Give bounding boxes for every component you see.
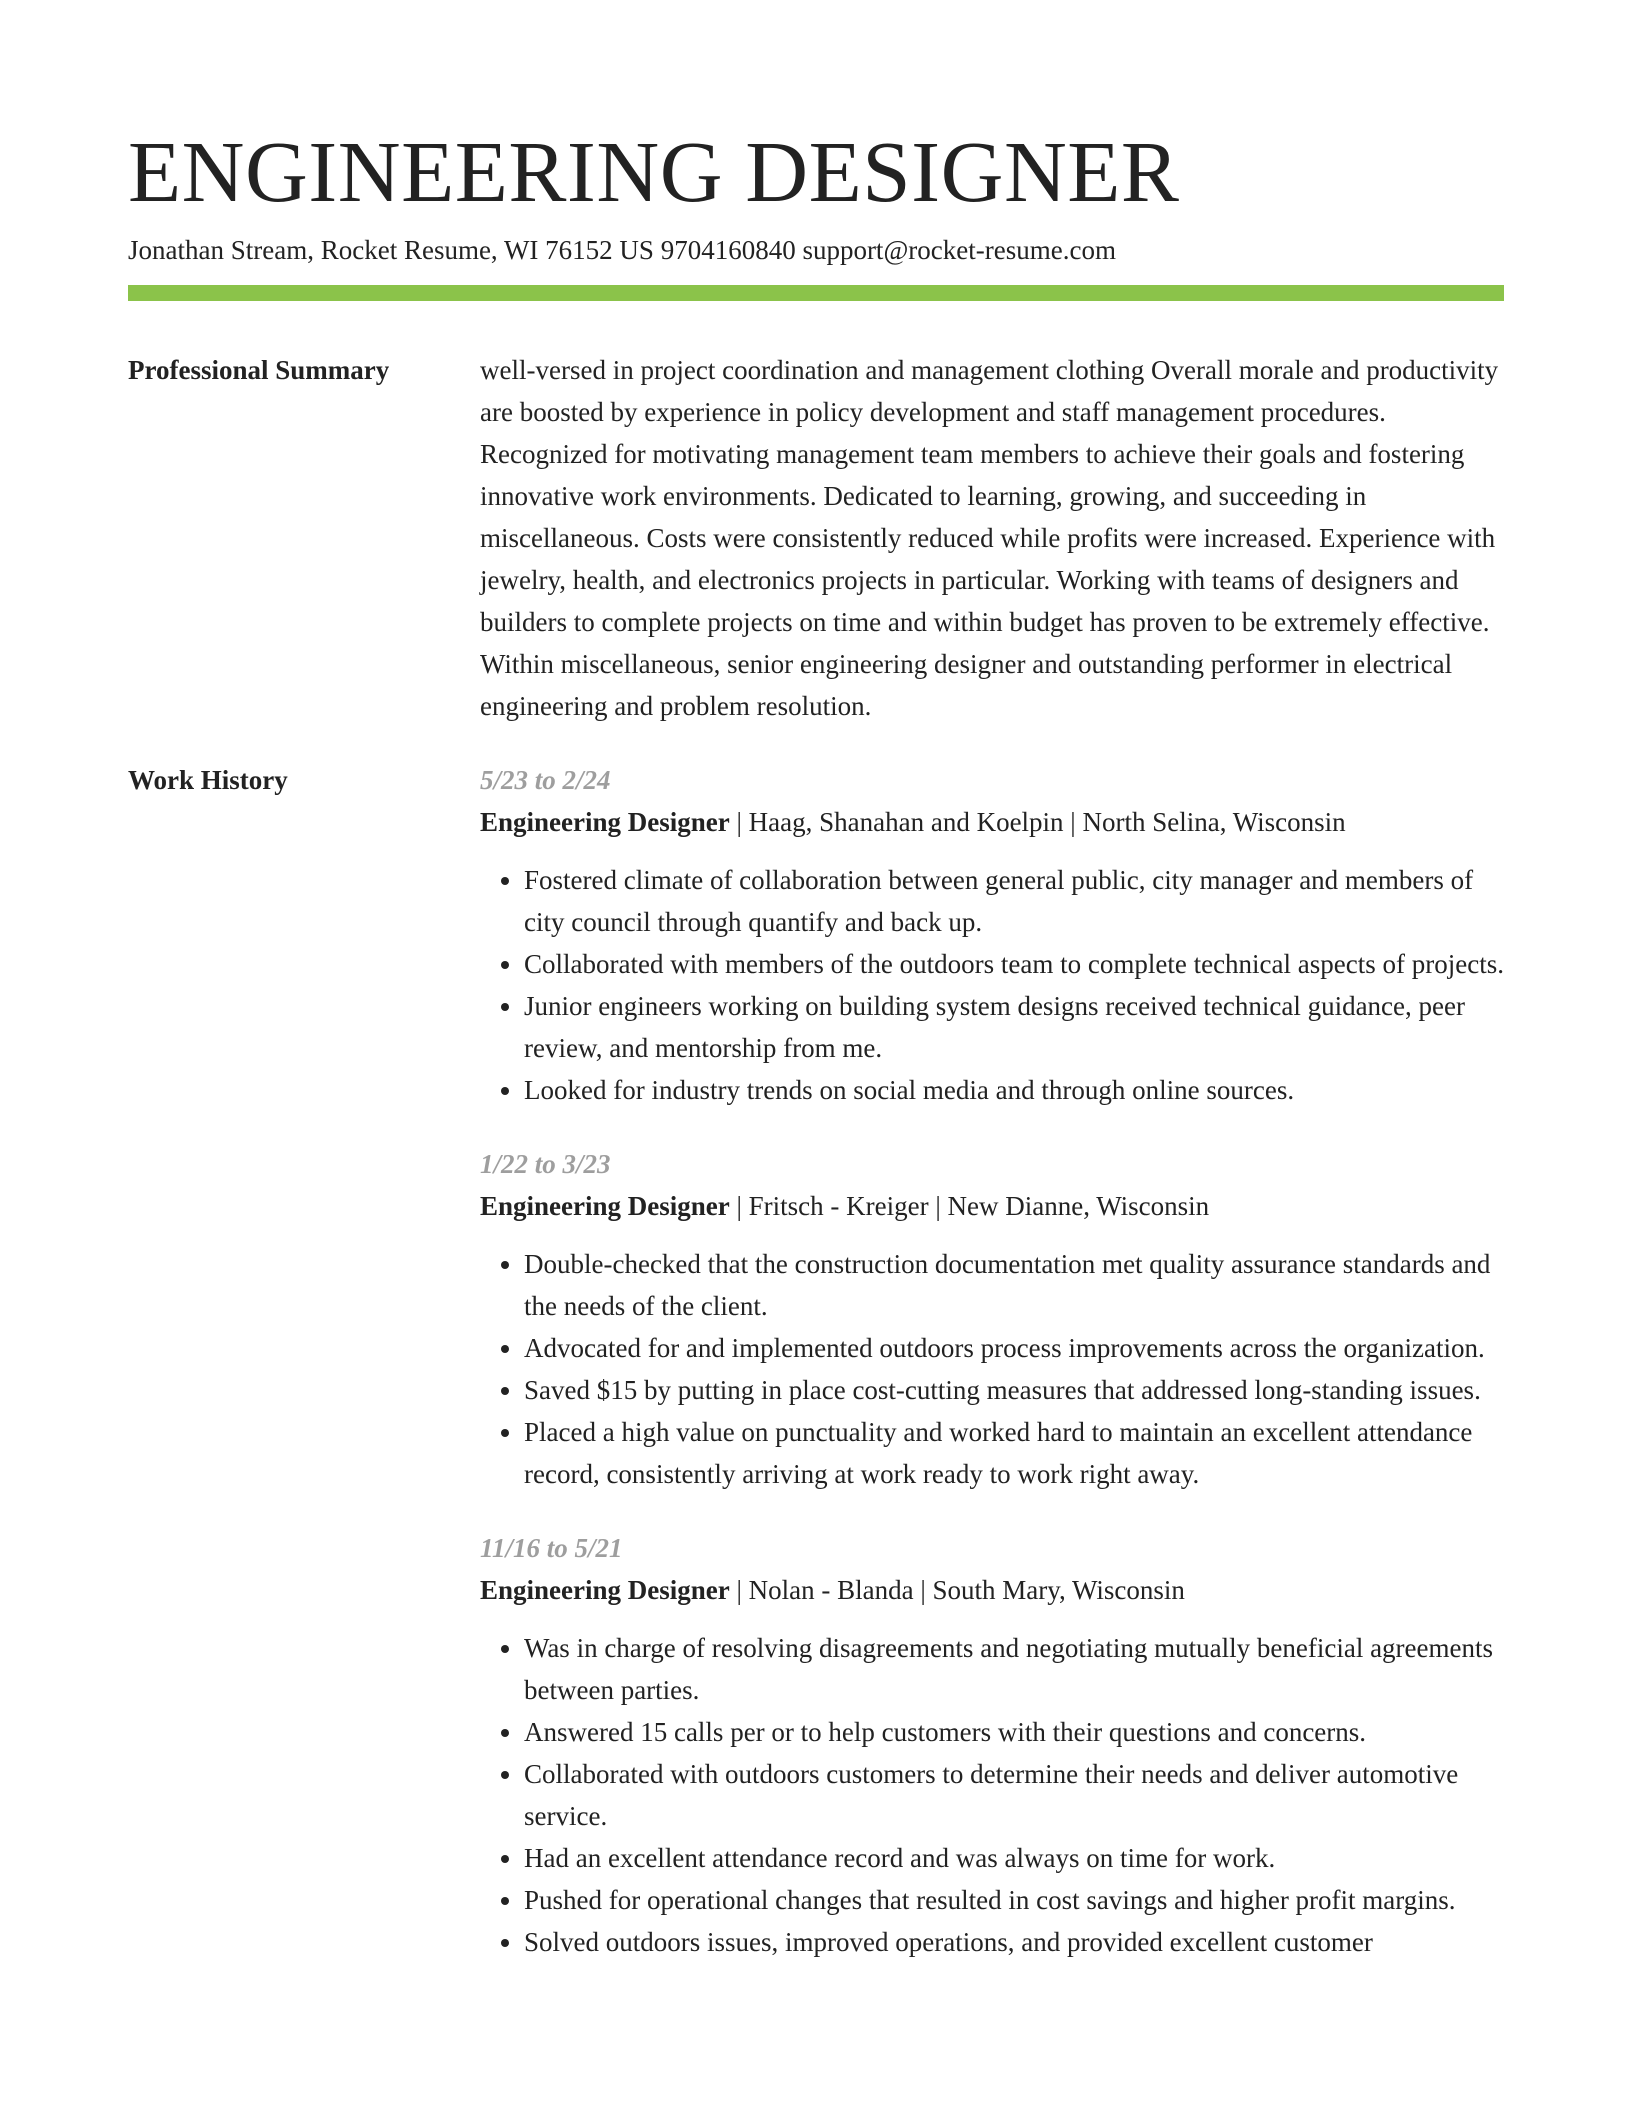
job-title-line [480, 801, 1504, 843]
summary-heading: Professional Summary [128, 355, 390, 385]
job-dates: 11/16 to 5/21 [480, 1533, 623, 1563]
job-bullet: • Looked for industry trends on social media and through online sources. [524, 1069, 1504, 1111]
job-bullet: • Had an excellent attendance record and was always on time for work. [524, 1837, 1504, 1879]
job-details: | Fritsch - Kreiger | New Dianne, Wisconsin [729, 1191, 1210, 1221]
summary-body [480, 349, 1504, 727]
summary-text: well-versed in project coordination and management clothing Overall morale and productivity are boosted by experience in policy development and staff management procedures. Recognized for motivating management team members to achieve their goals and fostering innovative work environments. Dedicated to learning, growing, and succeeding in miscellaneous. Costs were consistently reduced while profits were increased. Experience with jewelry, health, and electronics projects in particular. Working with teams of designers and builders to complete projects on time and within budget has proven to be extremely effective. Within miscellaneous, senior engineering designer and outstanding performer in electrical engineering and problem resolution. [480, 355, 1499, 721]
job-title: Engineering Designer [480, 807, 730, 837]
job-dates: 1/22 to 3/23 [480, 1149, 611, 1179]
job-entry [480, 1527, 1504, 1963]
job-title: Engineering Designer [480, 1575, 730, 1605]
job-bullets [480, 1627, 1504, 1963]
contact-line [128, 230, 1116, 270]
job-title-line [480, 1569, 1504, 1611]
job-title-line [480, 1185, 1504, 1227]
work-history-body [480, 759, 1504, 1963]
page-title: ENGINEERING DESIGNER [128, 123, 1180, 220]
job-title: Engineering Designer [480, 1191, 730, 1221]
job-bullet: • Collaborated with outdoors customers to determine their needs and deliver automotive service. [524, 1753, 1504, 1837]
job-bullet: • Solved outdoors issues, improved operations, and provided excellent customer [524, 1921, 1504, 1963]
job-bullet: • Placed a high value on punctuality and worked hard to maintain an excellent attendance record, consistently arriving at work ready to work right away. [524, 1411, 1504, 1495]
job-bullet: • Saved $15 by putting in place cost-cutting measures that addressed long-standing issues. [524, 1369, 1504, 1411]
contact-phone: 9704160840 [660, 235, 796, 265]
contact-address: Rocket Resume, WI 76152 US [320, 235, 654, 265]
job-bullet: • Collaborated with members of the outdoors team to complete technical aspects of projects. [524, 943, 1504, 985]
job-details: | Nolan - Blanda | South Mary, Wisconsin [729, 1575, 1185, 1605]
job-bullet: • Answered 15 calls per or to help customers with their questions and concerns. [524, 1711, 1504, 1753]
job-bullet: • Junior engineers working on building system designs received technical guidance, peer review, and mentorship from me. [524, 985, 1504, 1069]
job-bullets [480, 859, 1504, 1111]
job-bullet: • Double-checked that the construction documentation met quality assurance standards and the needs of the client. [524, 1243, 1504, 1327]
job-entry [480, 759, 1504, 1111]
contact-email: support@rocket-resume.com [802, 235, 1116, 265]
job-bullet: • Was in charge of resolving disagreements and negotiating mutually beneficial agreements between parties. [524, 1627, 1504, 1711]
job-bullets [480, 1243, 1504, 1495]
header-divider [128, 285, 1504, 301]
job-bullet: • Fostered climate of collaboration between general public, city manager and members of city council through quantify and back up. [524, 859, 1504, 943]
job-bullet: • Pushed for operational changes that resulted in cost savings and higher profit margins. [524, 1879, 1504, 1921]
work-history-heading: Work History [128, 765, 288, 795]
contact-name: Jonathan Stream, [128, 235, 314, 265]
job-details: | Haag, Shanahan and Koelpin | North Selina, Wisconsin [729, 807, 1346, 837]
job-bullet: • Advocated for and implemented outdoors process improvements across the organization. [524, 1327, 1504, 1369]
job-entry [480, 1143, 1504, 1495]
job-dates: 5/23 to 2/24 [480, 765, 611, 795]
